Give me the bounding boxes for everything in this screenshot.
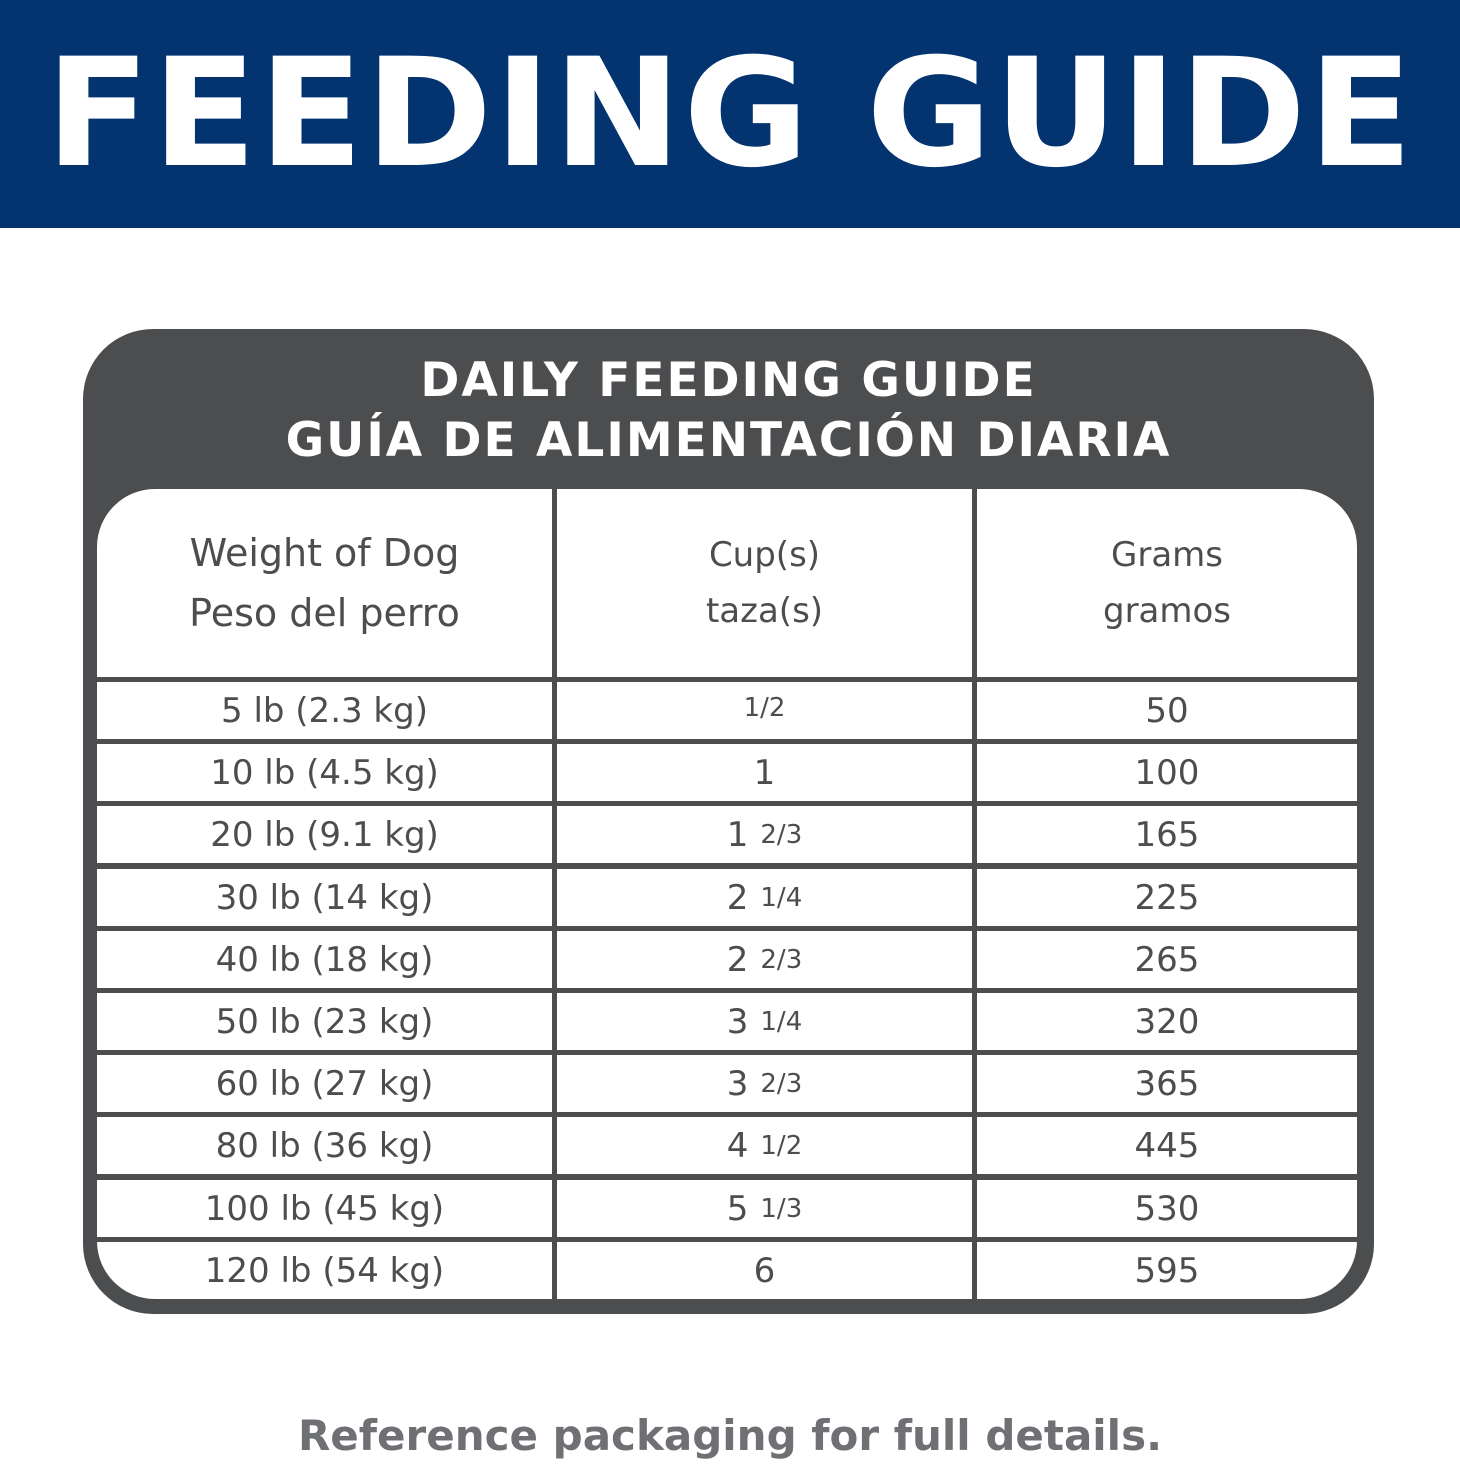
weight-cell: 80 lb (36 kg) <box>97 1117 552 1174</box>
cups-whole: 2 <box>726 877 749 918</box>
grams-cell: 595 <box>977 1242 1357 1299</box>
weight-cell: 100 lb (45 kg) <box>97 1180 552 1237</box>
header-weight <box>97 489 552 677</box>
header-grams <box>977 489 1357 677</box>
cups-value <box>743 692 786 726</box>
weight-cell: 10 lb (4.5 kg) <box>97 744 552 801</box>
cups-fraction: 1/2 <box>743 692 786 723</box>
weight-cell: 50 lb (23 kg) <box>97 993 552 1050</box>
cups-fraction: 1/2 <box>760 1130 803 1161</box>
cups-whole: 5 <box>726 1188 749 1229</box>
cups-whole: 2 <box>726 939 749 980</box>
cups-whole: 3 <box>726 1063 749 1104</box>
banner <box>0 0 1460 228</box>
cups-cell <box>557 869 972 926</box>
header-grams-en: Grams <box>1111 535 1223 575</box>
weight-cell: 40 lb (18 kg) <box>97 931 552 988</box>
card-title-english: DAILY FEEDING GUIDE <box>420 353 1037 408</box>
cups-cell <box>557 1242 972 1299</box>
cups-fraction: 1/4 <box>760 882 803 913</box>
card-title <box>83 351 1374 471</box>
cups-value <box>727 815 802 855</box>
footer-note: Reference packaging for full details. <box>297 1411 1163 1460</box>
cups-fraction: 2/3 <box>760 1068 803 1099</box>
cups-whole: 6 <box>753 1250 776 1291</box>
cups-fraction: 1/4 <box>760 1006 803 1037</box>
weight-cell: 60 lb (27 kg) <box>97 1055 552 1112</box>
header-grams-es: gramos <box>1102 591 1232 631</box>
header-weight-es: Peso del perro <box>189 591 460 635</box>
header-cups-es: taza(s) <box>705 591 824 631</box>
cups-whole: 1 <box>753 752 776 793</box>
cups-value <box>754 1251 776 1291</box>
header-cups-en: Cup(s) <box>708 535 821 575</box>
cups-value <box>727 940 802 980</box>
weight-cell: 120 lb (54 kg) <box>97 1242 552 1299</box>
cups-whole: 4 <box>726 1125 749 1166</box>
header-cups <box>557 489 972 677</box>
cups-cell <box>557 1117 972 1174</box>
cups-value <box>727 1064 802 1104</box>
grams-cell: 50 <box>977 682 1357 739</box>
grams-cell: 445 <box>977 1117 1357 1174</box>
cups-cell <box>557 931 972 988</box>
grams-cell: 365 <box>977 1055 1357 1112</box>
grams-cell: 100 <box>977 744 1357 801</box>
grams-cell: 530 <box>977 1180 1357 1237</box>
feeding-guide-card <box>83 329 1374 1314</box>
cups-value <box>754 753 776 793</box>
cups-whole: 3 <box>726 1001 749 1042</box>
cups-cell <box>557 682 972 739</box>
cups-value <box>727 878 802 918</box>
cups-fraction: 2/3 <box>760 944 803 975</box>
cups-cell <box>557 1055 972 1112</box>
feeding-table <box>97 489 1357 1299</box>
weight-cell: 20 lb (9.1 kg) <box>97 806 552 863</box>
header-weight-en: Weight of Dog <box>189 531 460 575</box>
cups-cell <box>557 1180 972 1237</box>
cups-fraction: 2/3 <box>760 819 803 850</box>
grams-cell: 265 <box>977 931 1357 988</box>
cups-cell <box>557 806 972 863</box>
cups-fraction: 1/3 <box>760 1193 803 1224</box>
cups-cell <box>557 744 972 801</box>
weight-cell: 30 lb (14 kg) <box>97 869 552 926</box>
grams-cell: 165 <box>977 806 1357 863</box>
cups-whole: 1 <box>726 814 749 855</box>
grams-cell: 320 <box>977 993 1357 1050</box>
weight-cell: 5 lb (2.3 kg) <box>97 682 552 739</box>
cups-value <box>727 1126 802 1166</box>
cups-cell <box>557 993 972 1050</box>
cups-value <box>727 1189 802 1229</box>
banner-title: FEEDING GUIDE <box>45 27 1415 201</box>
cups-value <box>727 1002 802 1042</box>
grams-cell: 225 <box>977 869 1357 926</box>
card-title-spanish: GUÍA DE ALIMENTACIÓN DIARIA <box>285 413 1172 468</box>
